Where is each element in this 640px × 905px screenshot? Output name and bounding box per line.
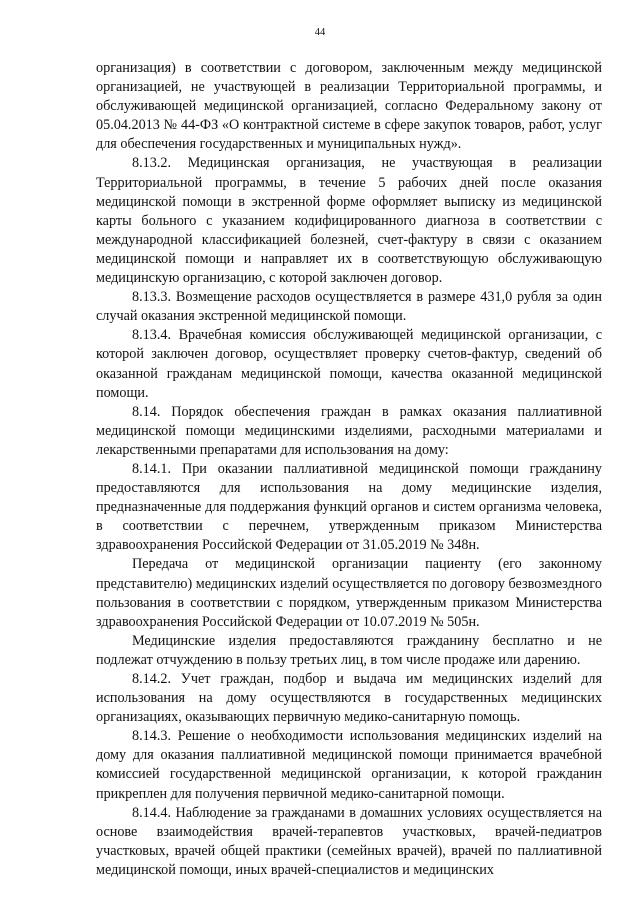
page-number: 44 xyxy=(314,27,326,38)
paragraph-8-14-3: 8.14.3. Решение о необходимости использования медицинских изделий на дому для оказания паллиативной медицинской помощи принимается врачебной комиссией государственной медицинской организации, к которой гражданин прикреплен для получения первичной медико-санитарной помощи. xyxy=(96,728,602,802)
paragraph-8-13-2: 8.13.2. Медицинская организация, не участвующая в реализации Территориальной программы, в течение 5 рабочих дней после оказания медицинской помощи в экстренной форме оформляет выписку из медицинской карты больного с указанием кодифицированного диагноза в соответствии с международной классификацией болезней, счет-фактуру в связи с оказанием медицинской помощи и направляет их в соответствующую обслуживающую медицинскую организацию, с которой заключен договор. xyxy=(96,155,602,287)
paragraph-8-14-4: 8.14.4. Наблюдение за гражданами в домашних условиях осуществляется на основе взаимодействия врачей-терапевтов участковых, врачей-педиатров участковых, врачей общей практики (семейных врачей), врачей по паллиативной медицинской помощи, иных врачей-специалистов и медицинских xyxy=(96,804,602,878)
document-body xyxy=(96,59,602,880)
paragraph-free-devices: Медицинские изделия предоставляются гражданину бесплатно и не подлежат отчуждению в пользу третьих лиц, в том числе продаже или дарению. xyxy=(96,632,602,668)
paragraph-8-14-1: 8.14.1. При оказании паллиативной медицинской помощи гражданину предоставляются для использования на дому медицинские изделия, предназначенные для поддержания функций органов и систем организма человека, в соответствии с перечнем, утвержденным приказом Министерства здравоохранения Российской Федерации от 31.05.2019 № 348н. xyxy=(96,460,602,554)
paragraph-8-13-3: 8.13.3. Возмещение расходов осуществляется в размере 431,0 рубля за один случай оказания экстренной медицинской помощи. xyxy=(96,289,602,325)
paragraph-8-14: 8.14. Порядок обеспечения граждан в рамках оказания паллиативной медицинской помощи медицинскими изделиями, расходными материалами и лекарственными препаратами для использования на дому: xyxy=(96,403,602,458)
paragraph-8-13-4: 8.13.4. Врачебная комиссия обслуживающей медицинской организации, с которой заключен договор, осуществляет проверку счетов-фактур, сведений об оказанной гражданам медицинской помощи, качества оказанной медицинской помощи. xyxy=(96,327,602,401)
paragraph-continuation: организация) в соответствии с договором, заключенным между медицинской организацией, не участвующей в реализации Территориальной программы, и обслуживающей медицинской организацией, согласно Федеральному закону от 05.04.2013 № 44-ФЗ «О контрактной системе в сфере закупок товаров, работ, услуг для обеспечения государственных и муниципальных нужд». xyxy=(96,60,602,153)
paragraph-8-14-2: 8.14.2. Учет граждан, подбор и выдача им медицинских изделий для использования на дому осуществляются в государственных медицинских организациях, оказывающих первичную медико-санитарную помощь. xyxy=(96,671,602,726)
paragraph-transfer: Передача от медицинской организации пациенту (его законному представителю) медицинских изделий осуществляется по договору безвозмездного пользования в соответствии с порядком, утвержденным приказом Министерства здравоохранения Российской Федерации от 10.07.2019 № 505н. xyxy=(96,556,602,630)
